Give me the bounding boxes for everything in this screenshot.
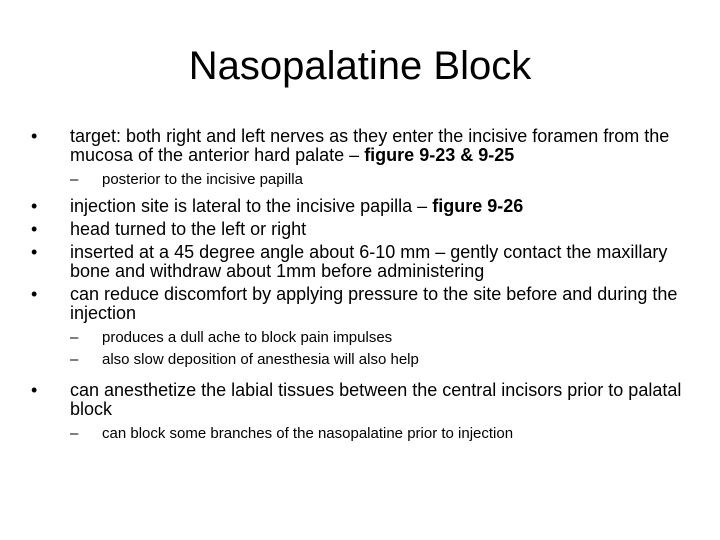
sub-bullet-text: can block some branches of the nasopalatine prior to injection: [102, 425, 514, 442]
slide-content: [28, 127, 688, 443]
bullet-marker: •: [31, 219, 38, 239]
bullet-marker: •: [31, 284, 38, 304]
bullet-marker: •: [31, 126, 38, 146]
bullet-marker: •: [31, 196, 38, 216]
figure-reference: figure 9-26: [432, 196, 524, 216]
bullet-text: inserted at a 45 degree angle about 6-10 mm – gently contact the maxillary bone and withdraw about 1mm before administering: [70, 242, 668, 281]
bullet-inserted-angle: [28, 243, 688, 281]
sub-bullet-slow-deposition: [28, 351, 688, 369]
sub-bullet-marker: –: [70, 171, 79, 188]
bullet-text: target: both right and left nerves as they enter the incisive foramen from the mucosa of the anterior hard palate –: [70, 126, 670, 165]
bullet-reduce-discomfort: [28, 285, 688, 323]
sub-bullet-dull-ache: [28, 329, 688, 347]
bullet-labial-tissues: [28, 381, 688, 419]
sub-bullet-text: also slow deposition of anesthesia will also help: [102, 351, 419, 368]
bullet-injection-site: [28, 197, 688, 216]
sub-bullet-marker: –: [70, 351, 79, 368]
sub-bullet-marker: –: [70, 425, 79, 442]
slide-title: Nasopalatine Block: [188, 44, 532, 88]
sub-bullet-text: produces a dull ache to block pain impulses: [102, 329, 393, 346]
bullet-text: head turned to the left or right: [70, 219, 307, 239]
bullet-text: can anesthetize the labial tissues between the central incisors prior to palatal block: [70, 380, 682, 419]
figure-reference: figure 9-23 & 9-25: [364, 145, 515, 165]
sub-bullet-text: posterior to the incisive papilla: [102, 171, 303, 188]
bullet-text: injection site is lateral to the incisive papilla –: [70, 196, 433, 216]
bullet-marker: •: [31, 380, 38, 400]
sub-bullet-posterior: [28, 171, 688, 189]
sub-bullet-block-branches: [28, 425, 688, 443]
bullet-head-turned: [28, 220, 688, 239]
bullet-text: can reduce discomfort by applying pressure to the site before and during the injection: [70, 284, 678, 323]
sub-bullet-marker: –: [70, 329, 79, 346]
bullet-target: [28, 127, 688, 165]
bullet-marker: •: [31, 242, 38, 262]
